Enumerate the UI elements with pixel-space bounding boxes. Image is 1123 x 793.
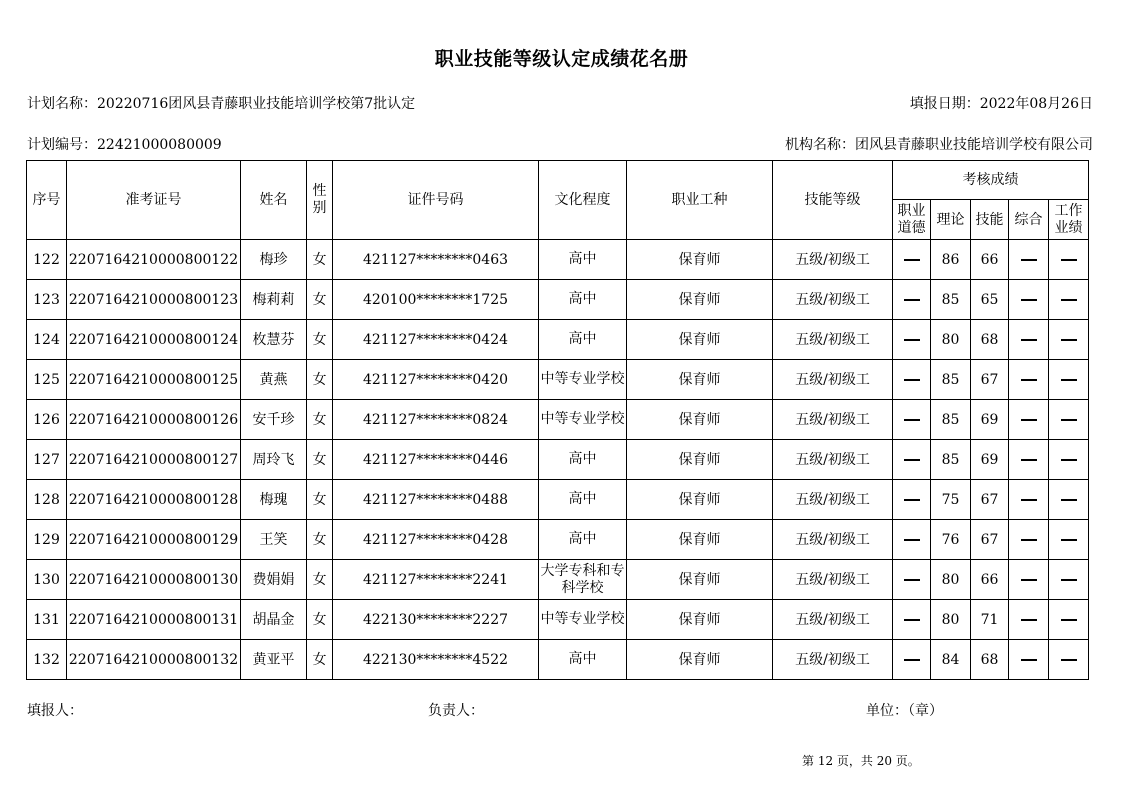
header-ethics-label: 职业道德 <box>897 202 926 236</box>
cell-name: 梅珍 <box>241 240 307 280</box>
cell-occupation: 保育师 <box>627 560 773 600</box>
cell-gender: 女 <box>307 560 333 600</box>
cell-name: 胡晶金 <box>241 600 307 640</box>
dash-mark <box>1021 459 1037 461</box>
cell-skill-level: 五级/初级工 <box>773 560 893 600</box>
dash-mark <box>904 339 920 341</box>
cell-gender: 女 <box>307 480 333 520</box>
dash-mark <box>1061 339 1077 341</box>
dash-mark <box>1021 339 1037 341</box>
cell-gender: 女 <box>307 520 333 560</box>
cell-exam-no: 2207164210000800128 <box>67 480 241 520</box>
cell-name: 安千珍 <box>241 400 307 440</box>
cell-overall <box>1009 360 1049 400</box>
dash-mark <box>1061 659 1077 661</box>
cell-name: 黄燕 <box>241 360 307 400</box>
dash-mark <box>1061 459 1077 461</box>
dash-mark <box>1061 419 1077 421</box>
cell-id-no: 421127********0424 <box>333 320 539 360</box>
cell-occupation: 保育师 <box>627 280 773 320</box>
cell-education: 中等专业学校 <box>539 360 627 400</box>
cell-name: 费娟娟 <box>241 560 307 600</box>
cell-seq: 127 <box>27 440 67 480</box>
score-roster-table <box>26 160 1089 680</box>
table-row <box>27 520 1089 560</box>
cell-ethics <box>893 560 931 600</box>
cell-id-no: 421127********0446 <box>333 440 539 480</box>
dash-mark <box>1021 539 1037 541</box>
cell-skill-level: 五级/初级工 <box>773 600 893 640</box>
table-row <box>27 240 1089 280</box>
cell-name: 梅莉莉 <box>241 280 307 320</box>
cell-seq: 123 <box>27 280 67 320</box>
cell-seq: 131 <box>27 600 67 640</box>
dash-mark <box>904 379 920 381</box>
cell-skill-level: 五级/初级工 <box>773 440 893 480</box>
cell-skill-level: 五级/初级工 <box>773 640 893 680</box>
cell-exam-no: 2207164210000800123 <box>67 280 241 320</box>
dash-mark <box>1021 259 1037 261</box>
dash-mark <box>1021 299 1037 301</box>
header-work-perf-label: 工作业绩 <box>1054 202 1083 236</box>
cell-education: 中等专业学校 <box>539 400 627 440</box>
cell-education: 高中 <box>539 280 627 320</box>
cell-skill-level: 五级/初级工 <box>773 320 893 360</box>
cell-skill: 67 <box>971 360 1009 400</box>
cell-skill-level: 五级/初级工 <box>773 360 893 400</box>
cell-theory: 85 <box>931 440 971 480</box>
table-row <box>27 440 1089 480</box>
cell-skill: 65 <box>971 280 1009 320</box>
cell-theory: 85 <box>931 400 971 440</box>
cell-work-perf <box>1049 280 1089 320</box>
table-row <box>27 400 1089 440</box>
cell-work-perf <box>1049 440 1089 480</box>
table-row <box>27 360 1089 400</box>
cell-skill-level: 五级/初级工 <box>773 520 893 560</box>
cell-work-perf <box>1049 600 1089 640</box>
header-id-no: 证件号码 <box>333 161 539 240</box>
cell-gender: 女 <box>307 440 333 480</box>
cell-id-no: 421127********0488 <box>333 480 539 520</box>
cell-skill-level: 五级/初级工 <box>773 400 893 440</box>
dash-mark <box>904 619 920 621</box>
dash-mark <box>1021 499 1037 501</box>
cell-ethics <box>893 600 931 640</box>
cell-occupation: 保育师 <box>627 240 773 280</box>
cell-overall <box>1009 600 1049 640</box>
header-gender <box>307 161 333 240</box>
cell-work-perf <box>1049 520 1089 560</box>
cell-overall <box>1009 320 1049 360</box>
page-title: 职业技能等级认定成绩花名册 <box>434 48 689 70</box>
owner-label: 负责人： <box>428 703 484 719</box>
cell-name: 王笑 <box>241 520 307 560</box>
dash-mark <box>904 579 920 581</box>
cell-work-perf <box>1049 640 1089 680</box>
cell-education: 高中 <box>539 440 627 480</box>
cell-gender: 女 <box>307 360 333 400</box>
dash-mark <box>1061 499 1077 501</box>
cell-occupation: 保育师 <box>627 600 773 640</box>
cell-skill: 66 <box>971 240 1009 280</box>
dash-mark <box>904 539 920 541</box>
cell-skill: 66 <box>971 560 1009 600</box>
cell-education: 高中 <box>539 520 627 560</box>
cell-exam-no: 2207164210000800124 <box>67 320 241 360</box>
cell-theory: 86 <box>931 240 971 280</box>
cell-work-perf <box>1049 400 1089 440</box>
header-theory: 理论 <box>931 200 971 240</box>
dash-mark <box>1021 619 1037 621</box>
cell-name: 枚慧芬 <box>241 320 307 360</box>
cell-exam-no: 2207164210000800122 <box>67 240 241 280</box>
cell-occupation: 保育师 <box>627 360 773 400</box>
cell-education: 大学专科和专科学校 <box>539 560 627 600</box>
cell-theory: 80 <box>931 560 971 600</box>
cell-skill: 67 <box>971 520 1009 560</box>
cell-occupation: 保育师 <box>627 400 773 440</box>
organization-name: 机构名称：团风县青藤职业技能培训学校有限公司 <box>785 137 1093 153</box>
cell-occupation: 保育师 <box>627 480 773 520</box>
cell-ethics <box>893 320 931 360</box>
cell-skill: 69 <box>971 440 1009 480</box>
cell-theory: 84 <box>931 640 971 680</box>
filler-label: 填报人： <box>27 703 83 719</box>
header-ethics <box>893 200 931 240</box>
cell-gender: 女 <box>307 400 333 440</box>
cell-seq: 126 <box>27 400 67 440</box>
cell-id-no: 421127********0824 <box>333 400 539 440</box>
cell-ethics <box>893 520 931 560</box>
dash-mark <box>1061 539 1077 541</box>
fill-date: 填报日期：2022年08月26日 <box>909 96 1093 112</box>
cell-exam-no: 2207164210000800127 <box>67 440 241 480</box>
cell-overall <box>1009 400 1049 440</box>
header-name: 姓名 <box>241 161 307 240</box>
cell-ethics <box>893 240 931 280</box>
cell-occupation: 保育师 <box>627 320 773 360</box>
dash-mark <box>1021 379 1037 381</box>
cell-occupation: 保育师 <box>627 520 773 560</box>
cell-skill: 67 <box>971 480 1009 520</box>
cell-ethics <box>893 640 931 680</box>
dash-mark <box>904 499 920 501</box>
cell-ethics <box>893 280 931 320</box>
table-row <box>27 640 1089 680</box>
cell-seq: 125 <box>27 360 67 400</box>
cell-seq: 124 <box>27 320 67 360</box>
cell-overall <box>1009 480 1049 520</box>
cell-theory: 80 <box>931 600 971 640</box>
cell-work-perf <box>1049 480 1089 520</box>
cell-overall <box>1009 640 1049 680</box>
cell-seq: 122 <box>27 240 67 280</box>
cell-seq: 129 <box>27 520 67 560</box>
cell-gender: 女 <box>307 600 333 640</box>
cell-gender: 女 <box>307 640 333 680</box>
unit-label: 单位：（章） <box>866 703 943 719</box>
cell-education: 高中 <box>539 640 627 680</box>
header-work-perf <box>1049 200 1089 240</box>
cell-overall <box>1009 520 1049 560</box>
table-row <box>27 600 1089 640</box>
cell-work-perf <box>1049 560 1089 600</box>
dash-mark <box>904 419 920 421</box>
dash-mark <box>904 259 920 261</box>
cell-education: 高中 <box>539 480 627 520</box>
cell-skill-level: 五级/初级工 <box>773 480 893 520</box>
cell-gender: 女 <box>307 320 333 360</box>
cell-id-no: 421127********2241 <box>333 560 539 600</box>
header-skill: 技能 <box>971 200 1009 240</box>
cell-exam-no: 2207164210000800130 <box>67 560 241 600</box>
cell-id-no: 422130********2227 <box>333 600 539 640</box>
cell-theory: 76 <box>931 520 971 560</box>
cell-seq: 130 <box>27 560 67 600</box>
table-row <box>27 480 1089 520</box>
cell-id-no: 421127********0420 <box>333 360 539 400</box>
cell-education: 高中 <box>539 240 627 280</box>
header-exam-no: 准考证号 <box>67 161 241 240</box>
plan-number: 计划编号：22421000080009 <box>27 137 222 153</box>
header-skill-level: 技能等级 <box>773 161 893 240</box>
cell-id-no: 420100********1725 <box>333 280 539 320</box>
dash-mark <box>1021 659 1037 661</box>
dash-mark <box>1061 619 1077 621</box>
cell-work-perf <box>1049 360 1089 400</box>
dash-mark <box>904 459 920 461</box>
dash-mark <box>1021 419 1037 421</box>
plan-name: 计划名称：20220716团风县青藤职业技能培训学校第7批认定 <box>27 96 416 112</box>
page-indicator: 第 12 页，共 20 页。 <box>802 754 920 768</box>
header-occupation: 职业工种 <box>627 161 773 240</box>
cell-ethics <box>893 480 931 520</box>
table-row <box>27 560 1089 600</box>
cell-overall <box>1009 560 1049 600</box>
dash-mark <box>1021 579 1037 581</box>
header-education: 文化程度 <box>539 161 627 240</box>
cell-id-no: 422130********4522 <box>333 640 539 680</box>
cell-exam-no: 2207164210000800125 <box>67 360 241 400</box>
cell-work-perf <box>1049 320 1089 360</box>
cell-name: 梅瑰 <box>241 480 307 520</box>
cell-id-no: 421127********0428 <box>333 520 539 560</box>
header-seq: 序号 <box>27 161 67 240</box>
dash-mark <box>904 659 920 661</box>
cell-overall <box>1009 440 1049 480</box>
cell-theory: 85 <box>931 360 971 400</box>
cell-seq: 132 <box>27 640 67 680</box>
dash-mark <box>1061 579 1077 581</box>
cell-name: 周玲飞 <box>241 440 307 480</box>
cell-id-no: 421127********0463 <box>333 240 539 280</box>
table-row <box>27 280 1089 320</box>
cell-exam-no: 2207164210000800126 <box>67 400 241 440</box>
cell-overall <box>1009 280 1049 320</box>
cell-skill: 68 <box>971 320 1009 360</box>
cell-ethics <box>893 400 931 440</box>
cell-ethics <box>893 360 931 400</box>
cell-work-perf <box>1049 240 1089 280</box>
cell-occupation: 保育师 <box>627 640 773 680</box>
cell-theory: 75 <box>931 480 971 520</box>
cell-skill-level: 五级/初级工 <box>773 280 893 320</box>
dash-mark <box>1061 379 1077 381</box>
header-overall: 综合 <box>1009 200 1049 240</box>
cell-education: 高中 <box>539 320 627 360</box>
cell-occupation: 保育师 <box>627 440 773 480</box>
cell-theory: 80 <box>931 320 971 360</box>
cell-education: 中等专业学校 <box>539 600 627 640</box>
dash-mark <box>904 299 920 301</box>
cell-exam-no: 2207164210000800132 <box>67 640 241 680</box>
cell-seq: 128 <box>27 480 67 520</box>
cell-skill: 69 <box>971 400 1009 440</box>
cell-gender: 女 <box>307 280 333 320</box>
cell-skill-level: 五级/初级工 <box>773 240 893 280</box>
cell-skill: 68 <box>971 640 1009 680</box>
cell-theory: 85 <box>931 280 971 320</box>
cell-ethics <box>893 440 931 480</box>
cell-exam-no: 2207164210000800129 <box>67 520 241 560</box>
cell-name: 黄亚平 <box>241 640 307 680</box>
dash-mark <box>1061 299 1077 301</box>
header-scores-group: 考核成绩 <box>893 161 1089 200</box>
roster-body <box>27 240 1089 680</box>
cell-overall <box>1009 240 1049 280</box>
header-gender-label: 性别 <box>312 183 327 216</box>
cell-exam-no: 2207164210000800131 <box>67 600 241 640</box>
cell-skill: 71 <box>971 600 1009 640</box>
dash-mark <box>1061 259 1077 261</box>
table-row <box>27 320 1089 360</box>
cell-gender: 女 <box>307 240 333 280</box>
